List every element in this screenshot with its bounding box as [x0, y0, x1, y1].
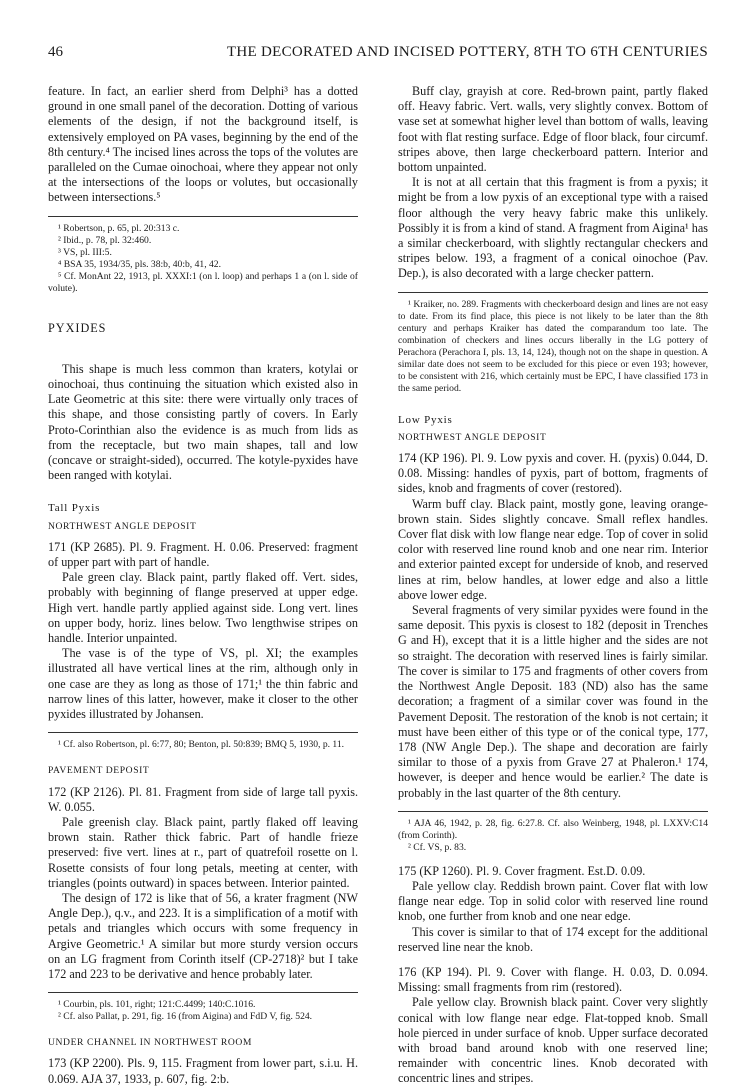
left-column: [48, 84, 358, 1087]
catalog-desc-175: Pale yellow clay. Reddish brown paint. Cover flat with low flange near edge. Top in solid color with reserved line round knob, one further from knob and one near edge.: [398, 878, 708, 924]
pyxides-intro: This shape is much less common than kraters, kotylai or oinochoai, thus continuing the situation which existed also in Late Geometric at this site: there were virtually only traces of this shape, and those consisting partly of covers. In Early Proto-Corinthian also the evidence is as much from lids as from the receptacle, but two main shapes, tall and low (concave or straight-sided), occurred. The kotyle-pyxides have been ranged with kotylai.: [48, 361, 358, 483]
right-column: [398, 84, 708, 1087]
footnote: ¹ Courbin, pls. 101, right; 121:C.4499; 140:C.1016.: [58, 999, 256, 1011]
footnote-rule: [48, 732, 358, 733]
catalog-note-174: Several fragments of very similar pyxides were found in the same deposit. This pyxis is closest to 182 (deposit in Trenches G and H), except that it is a little higher and the sides are not so straight. The decoration with reserved lines is fairly similar. The cover is similar to 175 and fragments of other covers from the Northwest Angle Deposit. 183 (ND) also has the same decoration; a fragment of a similar cover was found in the Pavement Deposit. The restoration of the knob is not certain; it must have been either of this type or of the conical type, 177, 178 (NW Angle Dep.). The shape and decoration are fairly similar to those of a pyxis from Grave 27 at Phaleron.¹ 174, however, is deeper and hence would be earlier.² The date is probably in the last quarter of the 8th century.: [398, 603, 708, 800]
catalog-desc-176: Pale yellow clay. Brownish black paint. Cover very slightly conical with low flange near edge. Flat-topped knob. Small hole pierced in under surface of knob. Upper surface decorated with broad band around knob with one reserved line; remainder with concentric lines. Knob decorated with concentric lines and stripes.: [398, 995, 708, 1086]
footnote: ⁴ BSA 35, 1934/35, pls. 38:b, 40:b, 41, 42.: [58, 258, 221, 270]
footnote-rule: [398, 811, 708, 812]
footnote: ¹ Cf. also Robertson, pl. 6:77, 80; Benton, pl. 50:839; BMQ 5, 1930, p. 11.: [58, 739, 345, 751]
catalog-entry-175: 175 (KP 1260). Pl. 9. Cover fragment. Est.D. 0.09.: [398, 863, 646, 878]
footnote: ¹ AJA 46, 1942, p. 28, fig. 6:27.8. Cf. also Weinberg, 1948, pl. LXXV:C14 (from Corinth).: [398, 817, 708, 841]
catalog-desc-172: Pale greenish clay. Black paint, partly flaked off leaving brown stain. Rather thick fabric. Part of handle frieze preserved: five vert. lines at r., part of quatrefoil rosette on l. Rosette consists of four long petals, meeting at center, with triangles (points outward) in spaces between. Interior painted.: [48, 814, 358, 890]
footnote: ² Ibid., p. 78, pl. 32:460.: [58, 234, 152, 246]
running-title: THE DECORATED AND INCISED POTTERY, 8TH TO 6TH CENTURIES: [226, 44, 708, 60]
catalog-note-175: This cover is similar to that of 174 except for the additional reserved line near the knob.: [398, 924, 708, 954]
catalog-desc-171: Pale green clay. Black paint, partly flaked off. Vert. sides, probably with beginning of flange preserved at upper edge. High vert. handle partly applied against side. Long vert. lines on upper body, horiz. lines below. Two lengthwise stripes on handle. Interior unpainted.: [48, 570, 358, 646]
footnote-rule: [398, 292, 708, 293]
footnote: ² Cf. VS, p. 83.: [408, 841, 467, 853]
footnote: ⁵ Cf. MonAnt 22, 1913, pl. XXXI:1 (on l. loop) and perhaps 1 a (on l. side of volute).: [48, 270, 358, 294]
catalog-desc-173: Buff clay, grayish at core. Red-brown paint, partly flaked off. Heavy fabric. Vert. walls, very slightly convex. Bottom of vase set at somewhat higher level than bottom of walls, leaving foot with flat resting surface. Edge of floor black, four circumf. stripes above, then large checkerboard pattern. Interior and bottom unpainted.: [398, 84, 708, 175]
page-number: 46: [48, 44, 63, 60]
footnotes-intro: [48, 223, 358, 295]
deposit-label: PAVEMENT DEPOSIT: [48, 765, 150, 777]
footnote-rule: [48, 216, 358, 217]
catalog-entry-173: 173 (KP 2200). Pls. 9, 115. Fragment from lower part, s.i.u. H. 0.069. AJA 37, 1933, p. 607, fig. 2:b.: [48, 1056, 358, 1086]
footnote-rule: [48, 992, 358, 993]
section-title-pyxides: PYXIDES: [48, 320, 107, 335]
catalog-entry-171: 171 (KP 2685). Pl. 9. Fragment. H. 0.06. Preserved: fragment of upper part with part of handle.: [48, 539, 358, 570]
catalog-entry-176: 176 (KP 194). Pl. 9. Cover with flange. H. 0.03, D. 0.094. Missing: small fragments from rim (restored).: [398, 964, 708, 995]
footnote: ³ VS, pl. III:5.: [58, 246, 112, 258]
catalog-entry-174: 174 (KP 196). Pl. 9. Low pyxis and cover. H. (pyxis) 0.044, D. 0.08. Missing: handles of pyxis, part of bottom, fragments of sides, knob and fragments of cover (restored).: [398, 451, 708, 496]
catalog-note-171: The vase is of the type of VS, pl. XI; the examples illustrated all have vertical lines at the rim, although only in one case are they as long as those of 171;¹ the thin fabric and narrow lines of this latter, however, make it closer to the other pyxides illustrated by Johansen.: [48, 646, 358, 722]
intro-paragraph: feature. In fact, an earlier sherd from Delphi³ has a dotted ground in one small panel of the decoration. Dotting of various elements of the design, if not the background itself, is extensively employed on PA vases, beginning by the end of the 8th century.⁴ The incised lines across the tops of the volutes are paralleled on the Cumae oinochoai, where they appear not only at the intersections of the loops or volutes, but occasionally between intersections.⁵: [48, 84, 358, 205]
deposit-label: UNDER CHANNEL IN NORTHWEST ROOM: [48, 1037, 253, 1049]
subheading-low-pyxis: Low Pyxis: [398, 413, 453, 426]
deposit-label: NORTHWEST ANGLE DEPOSIT: [398, 431, 547, 443]
footnote: ¹ Robertson, p. 65, pl. 20:313 c.: [58, 222, 180, 234]
catalog-entry-172: 172 (KP 2126). Pl. 81. Fragment from side of large tall pyxis. W. 0.055.: [48, 784, 358, 814]
subheading-tall-pyxis: Tall Pyxis: [48, 502, 101, 515]
catalog-desc-174: Warm buff clay. Black paint, mostly gone, leaving orange-brown stain. Sides slightly concave. Small reflex handles. Cover flat disk with low flange near edge. Top of cover in solid color with reserved line round knob and one near rim. Interior and exterior painted except for underside of knob, and reserved lines at rim, below handles, at lower edge and also a little above lower edge.: [398, 496, 708, 602]
deposit-label: NORTHWEST ANGLE DEPOSIT: [48, 520, 197, 532]
catalog-note-172: The design of 172 is like that of 56, a krater fragment (NW Angle Dep.), q.v., and 223. It is a simplification of a motif with petals and triangles which occurs with some frequency in Argive Geometric.¹ A similar but more sturdy version occurs on an LG fragment from Corinth itself (CP-2718)² but I take 172 and 223 to be derivative and hence probably later.: [48, 890, 358, 981]
footnote: ¹ Kraiker, no. 289. Fragments with checkerboard design and lines are not easy to date. From its find place, this piece is not likely to be later than the 8th century and perhaps Kraiker has dated the comparandum too late. The combination of checkers and lines occurs liberally in the LG pottery of Perachora (Perachora I, pls. 13, 14, 124), though not on the shape in question. A similar date does not seem to be excluded for this piece or even 193; however, to be consistent with 216, which certainly must be EPC, I have classified 173 in the same period.: [398, 298, 708, 394]
footnote: ² Cf. also Pallat, p. 291, fig. 16 (from Aigina) and FdD V, fig. 524.: [58, 1011, 313, 1023]
running-head: [48, 44, 708, 64]
catalog-note-173: It is not at all certain that this fragment is from a pyxis; it might be from a low pyxis of an exceptional type with a raised floor although the very heavy fabric make this unlikely. Possibly it is from a kind of stand. A fragment from Aigina¹ has a similar checkerboard, with slightly rectangular checkers and stripes below. 193, a fragment of a conical oinochoe (Pav. Dep.), is also decorated with a large checker pattern.: [398, 175, 709, 281]
